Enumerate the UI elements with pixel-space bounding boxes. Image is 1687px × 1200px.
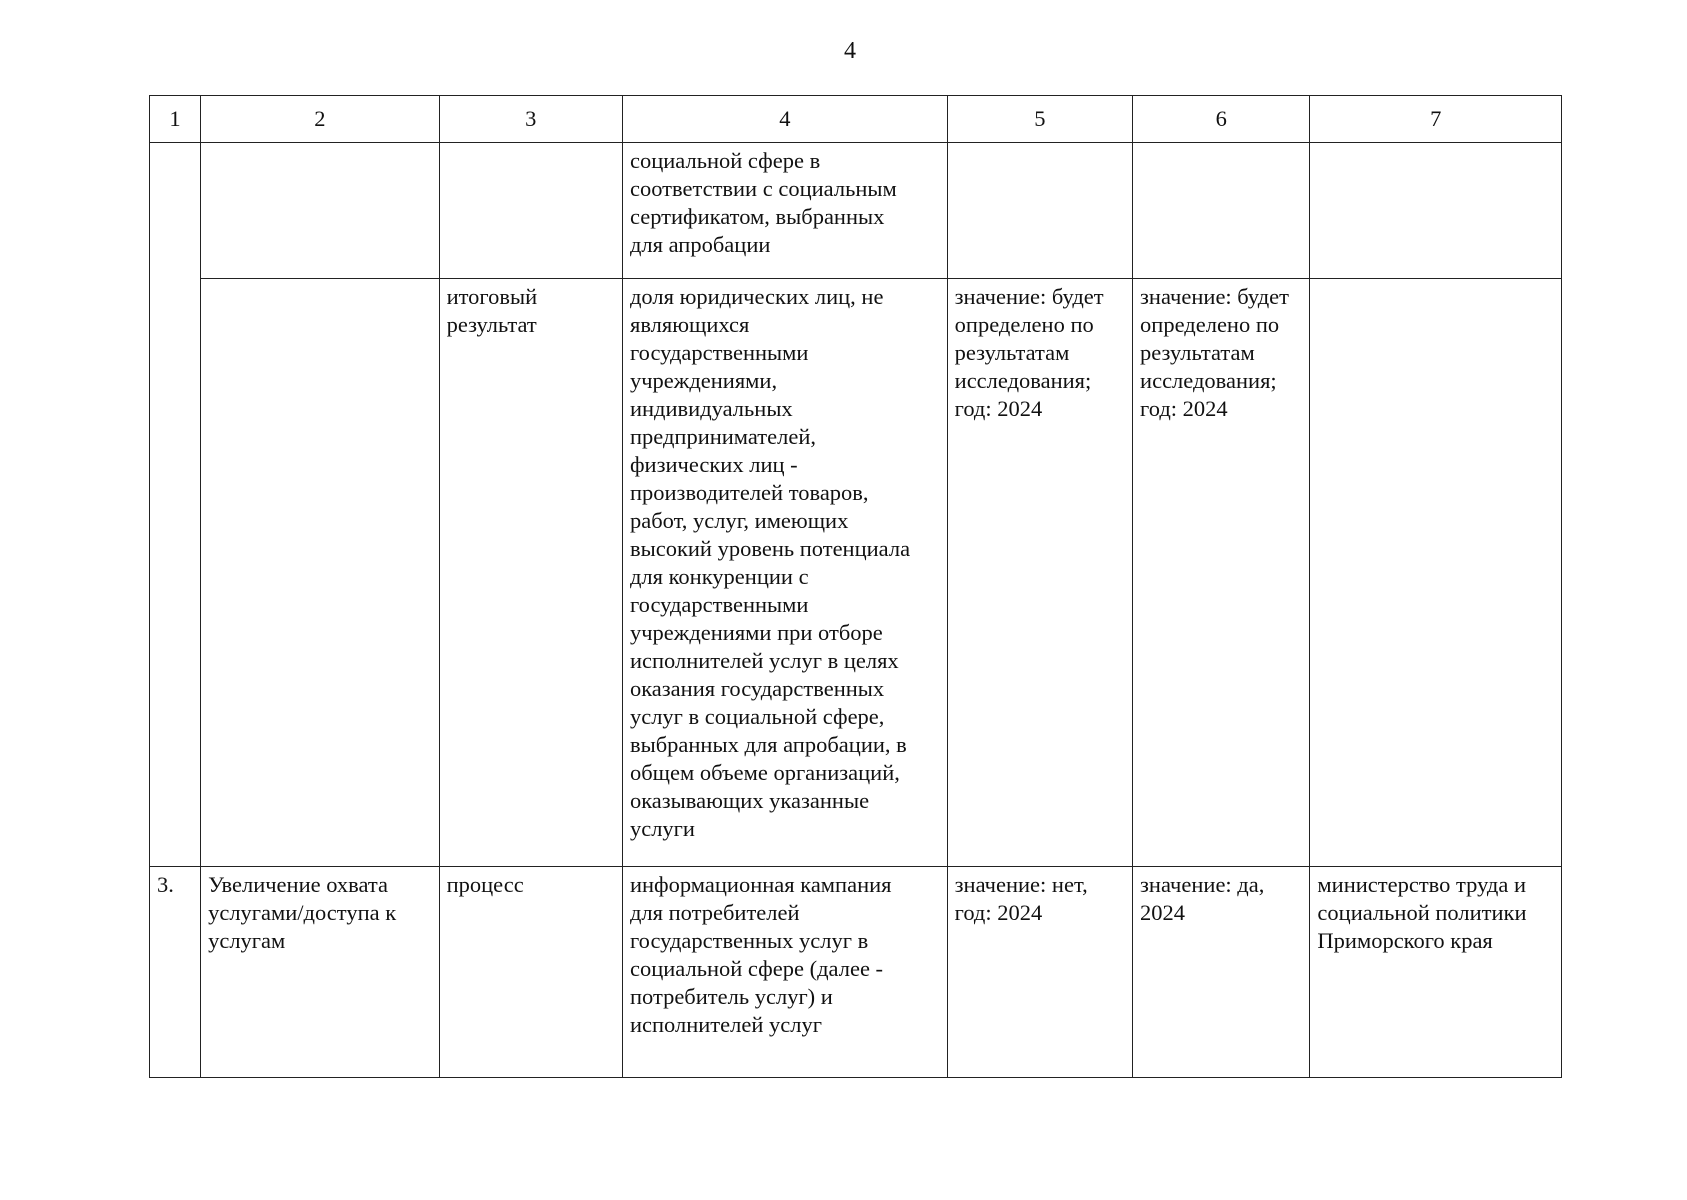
- table-row: [150, 279, 1562, 867]
- column-header: 2: [201, 96, 440, 143]
- indicator-text: социальной сфере в соответствии с социальным сертификатом, выбранных для апробации: [629, 148, 897, 257]
- column-header: 4: [622, 96, 947, 143]
- table-cell: [439, 143, 622, 279]
- table-cell: [201, 867, 440, 1078]
- table-cell: [439, 279, 622, 867]
- table-cell: [947, 867, 1132, 1078]
- table-cell: [1133, 867, 1310, 1078]
- table-cell: [150, 867, 201, 1078]
- table-cell: [947, 279, 1132, 867]
- responsible-text: министерство труда и социальной политики Приморского края: [1317, 872, 1527, 953]
- result-type-text: процесс: [446, 872, 524, 897]
- column-header: 7: [1310, 96, 1562, 143]
- table-cell: [1310, 143, 1562, 279]
- table-cell: [1310, 279, 1562, 867]
- table-cell: [622, 279, 947, 867]
- table-cell: [947, 143, 1132, 279]
- table-header-row: [150, 96, 1562, 143]
- base-value-text: значение: нет, год: 2024: [954, 872, 1088, 925]
- table-row: [150, 143, 1562, 279]
- task-text: Увеличение охвата услугами/доступа к услугам: [208, 872, 397, 953]
- indicator-text: информационная кампания для потребителей государственных услуг в социальной сфере (далее - потребитель услуг) и исполнителей услуг: [629, 872, 892, 1037]
- table-cell: [622, 867, 947, 1078]
- table-cell: [439, 867, 622, 1078]
- indicators-table: [149, 95, 1562, 1078]
- table-cell: [1310, 867, 1562, 1078]
- base-value-text: значение: будет определено по результатам исследования; год: 2024: [954, 284, 1104, 421]
- result-type-text: итоговый результат: [446, 284, 538, 337]
- target-value-text: значение: да, 2024: [1140, 872, 1265, 925]
- table-cell: [150, 143, 201, 867]
- table-cell: [1133, 279, 1310, 867]
- page-number: 4: [844, 38, 856, 64]
- row-number: 3.: [157, 872, 174, 897]
- table-cell: [1133, 143, 1310, 279]
- column-header: 1: [150, 96, 201, 143]
- target-value-text: значение: будет определено по результатам исследования; год: 2024: [1140, 284, 1289, 421]
- column-header: 5: [947, 96, 1132, 143]
- table-row: [150, 867, 1562, 1078]
- table-cell: [201, 143, 440, 279]
- column-header: 3: [439, 96, 622, 143]
- table-cell: [622, 143, 947, 279]
- indicator-text: доля юридических лиц, не являющихся государственными учреждениями, индивидуальных предпринимателей, физических лиц - производителей товаров, работ, услуг, имеющих высокий уровень потенциала для конкуренции с государственными учреждениями при отборе исполнителей услуг в целях оказания государственных услуг в социальной сфере, выбранных для апробации, в общем объеме организаций, оказывающих указанные услуги: [629, 284, 911, 841]
- table-cell: [201, 279, 440, 867]
- column-header: 6: [1133, 96, 1310, 143]
